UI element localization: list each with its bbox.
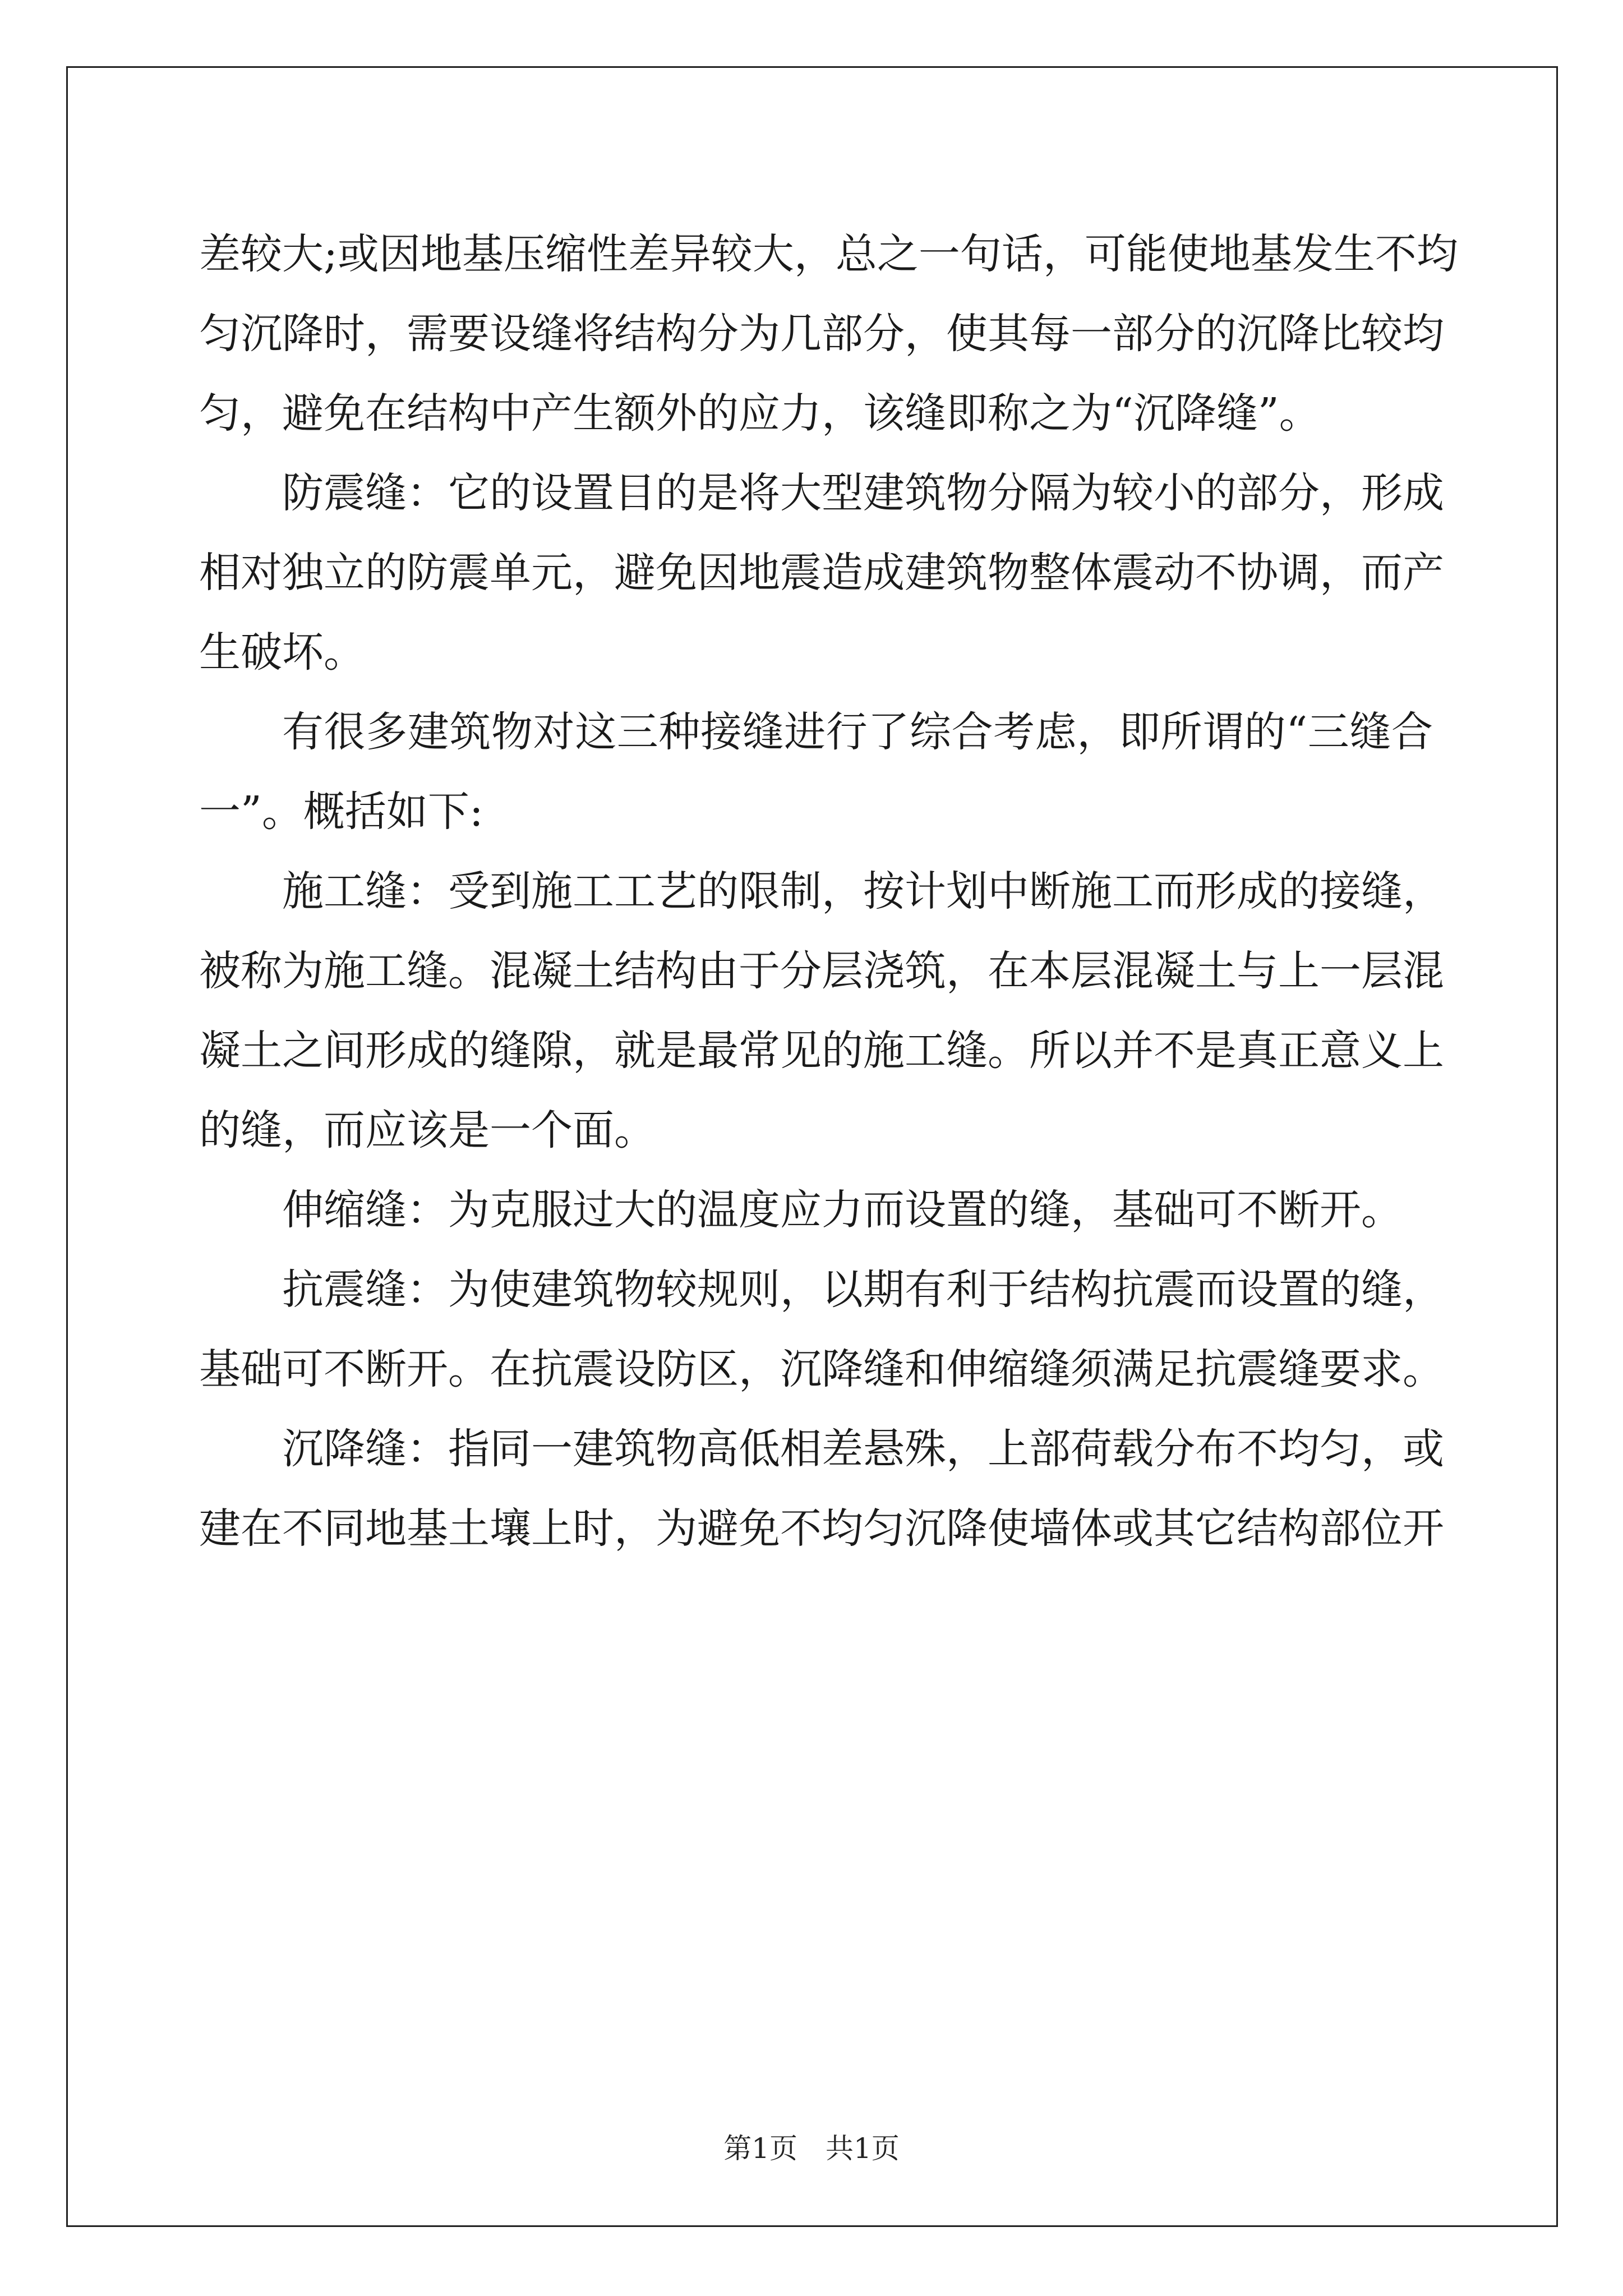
paragraph-first-line: 伸缩缝：为克服过大的温度应力而设置的缝，基础可不断开。 [282, 1186, 1403, 1234]
text-line: 差较大;或因地基压缩性差异较大，总之一句话，可能使地基发生不均 [199, 230, 1458, 278]
text-line: 凝土之间形成的缝隙，就是最常见的施工缝。所以并不是真正意义上 [199, 1027, 1444, 1075]
text-line: 的缝，而应该是一个面。 [199, 1106, 656, 1154]
text-line: 匀，避免在结构中产生额外的应力，该缝即称之为“沉降缝”。 [199, 389, 1321, 438]
text-line: 被称为施工缝。混凝土结构由于分层浇筑，在本层混凝土与上一层混 [199, 947, 1444, 995]
paragraph-first-line: 抗震缝：为使建筑物较规则，以期有利于结构抗震而设置的缝， [282, 1266, 1444, 1314]
paragraph-first-line: 有很多建筑物对这三种接缝进行了综合考虑，即所谓的“三缝合 [282, 708, 1433, 756]
paragraph-first-line: 沉降缝：指同一建筑物高低相差悬殊，上部荷载分布不均匀，或 [282, 1425, 1444, 1473]
paragraph-first-line: 防震缝：它的设置目的是将大型建筑物分隔为较小的部分，形成 [282, 469, 1444, 517]
text-line: 建在不同地基土壤上时，为避免不均匀沉降使墙体或其它结构部位开 [199, 1504, 1444, 1553]
text-line: 基础可不断开。在抗震设防区，沉降缝和伸缩缝须满足抗震缝要求。 [199, 1345, 1444, 1393]
text-line: 匀沉降时，需要设缝将结构分为几部分，使其每一部分的沉降比较均 [199, 310, 1444, 358]
text-line: 相对独立的防震单元，避免因地震造成建筑物整体震动不协调，而产 [199, 549, 1444, 597]
text-line: 生破坏。 [199, 628, 365, 677]
text-line: 一”。概括如下: [199, 788, 483, 836]
page-number: 第1页 共1页 [723, 2132, 900, 2165]
paragraph-first-line: 施工缝：受到施工工艺的限制，按计划中断施工而形成的接缝， [282, 867, 1444, 915]
